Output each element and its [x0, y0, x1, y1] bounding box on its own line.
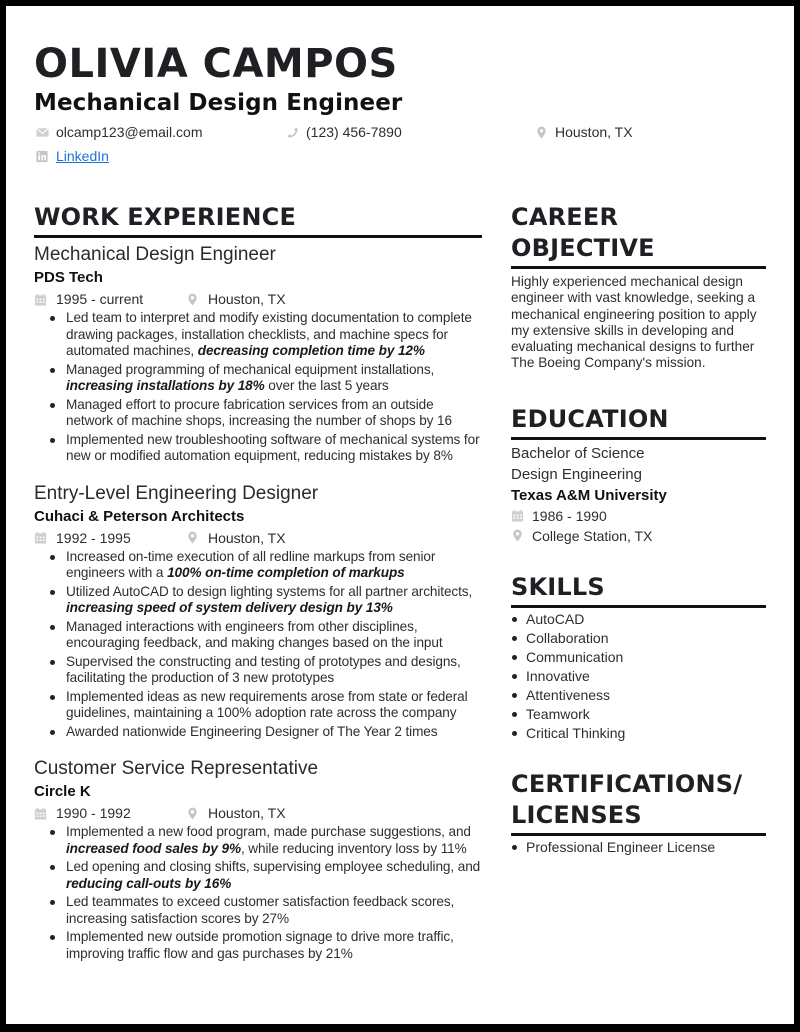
bullet-text-after: over the last 5 years — [264, 378, 389, 393]
job-meta — [34, 528, 482, 548]
job-bullet — [34, 310, 482, 360]
right-column — [511, 202, 766, 857]
job-dates-text: 1992 - 1995 — [56, 529, 131, 546]
job-bullet — [34, 824, 482, 857]
calendar-icon — [34, 807, 47, 820]
skill-item: AutoCAD — [511, 610, 766, 629]
job-bullet — [34, 724, 482, 741]
job-bullet — [34, 397, 482, 430]
bullet-text: Led opening and closing shifts, supervising employee scheduling, and — [66, 859, 481, 874]
job-entry — [34, 242, 482, 465]
job-bullet — [34, 929, 482, 962]
job-bullet — [34, 894, 482, 927]
certifications-section — [511, 769, 766, 857]
job-location — [186, 803, 286, 823]
skills-section — [511, 572, 766, 743]
bullet-text: Utilized AutoCAD to design lighting systems for all partner architects, — [66, 583, 473, 599]
education-field: Design Engineering — [511, 466, 642, 484]
linkedin-link[interactable]: LinkedIn — [56, 148, 109, 164]
company-name: Cuhaci & Peterson Architects — [34, 507, 245, 525]
certification-item: Professional Engineer License — [511, 838, 766, 857]
map-pin-icon — [186, 531, 199, 544]
heading-line-1: CERTIFICATIONS/ — [511, 769, 743, 798]
job-bullets — [34, 310, 482, 465]
company-name: PDS Tech — [34, 269, 103, 286]
envelope-icon — [36, 126, 49, 139]
job-dates-text: 1990 - 1992 — [56, 805, 131, 821]
job-bullet — [34, 654, 482, 687]
education-degree: Bachelor of Science — [511, 444, 645, 462]
bullet-text: Managed effort to procure fabrication services from an outside network of machine shops, increasing the number of shops by 16 — [66, 396, 452, 428]
bullet-text: Implemented ideas as new requirements arose from state or federal guidelines, maintaining a 100% adoption rate across the company — [66, 688, 468, 720]
job-bullet — [34, 619, 482, 652]
bullet-text: Led team to interpret and modify existing documentation to complete drawing packages, installation checklists, and machine specs for automated machines, — [66, 310, 472, 358]
job-bullet — [34, 689, 482, 722]
bullet-emphasis: decreasing completion time by 12% — [197, 343, 425, 358]
job-bullet — [34, 859, 482, 892]
calendar-icon — [34, 293, 47, 306]
job-bullet — [34, 549, 482, 582]
job-location-text: Houston, TX — [208, 291, 286, 307]
location-text: Houston, TX — [555, 124, 633, 140]
career-objective-heading — [511, 202, 766, 269]
bullet-text: Awarded nationwide Engineering Designer of The Year 2 times — [66, 723, 438, 739]
contact-linkedin — [36, 147, 109, 165]
certifications-list — [511, 838, 766, 857]
skill-item: Attentiveness — [511, 686, 766, 705]
job-title: Customer Service Representative — [34, 758, 319, 779]
map-pin-icon — [511, 529, 524, 542]
map-pin-icon — [186, 807, 199, 820]
bullet-emphasis: increasing installations by 18% — [66, 378, 265, 393]
bullet-text: Increased on-time execution of all redline markups from senior engineers with a — [66, 548, 436, 580]
job-bullets — [34, 824, 482, 962]
skill-item: Communication — [511, 648, 766, 667]
bullet-text: Led teammates to exceed customer satisfaction feedback scores, increasing satisfaction scores by 27% — [66, 894, 455, 926]
heading-line-1: CAREER — [511, 203, 619, 231]
job-meta — [34, 803, 482, 823]
resume-page — [6, 6, 794, 1024]
job-dates — [34, 803, 186, 823]
heading-line-2: OBJECTIVE — [511, 234, 655, 262]
job-title: Entry-Level Engineering Designer — [34, 482, 319, 504]
map-pin-icon — [535, 126, 548, 139]
company-name: Circle K — [34, 783, 91, 800]
education-dates — [511, 506, 766, 526]
bullet-emphasis: increasing speed of system delivery design by 13% — [66, 600, 393, 615]
career-objective-text: Highly experienced mechanical design engineer with vast knowledge, seeking a mechanical engineering position to apply my extensive skills in developing and evaluating mechanical designs to further The Boeing Company's mission. — [511, 274, 757, 371]
education-location-text: College Station, TX — [532, 527, 653, 544]
education-section — [511, 404, 766, 546]
skills-heading: SKILLS — [511, 572, 766, 608]
phone-icon — [286, 126, 299, 139]
job-list — [34, 242, 482, 962]
job-location — [186, 528, 286, 548]
skill-item: Teamwork — [511, 705, 766, 724]
job-entry — [34, 756, 482, 962]
candidate-name: OLIVIA CAMPOS — [34, 41, 398, 87]
job-dates — [34, 289, 186, 309]
bullet-emphasis: increased food sales by 9% — [66, 840, 241, 856]
bullet-emphasis: 100% on-time completion of markups — [167, 565, 405, 580]
candidate-title: Mechanical Design Engineer — [34, 90, 403, 116]
bullet-text: Managed interactions with engineers from other disciplines, encouraging feedback, and making changes based on the input — [66, 618, 443, 650]
skill-item: Critical Thinking — [511, 724, 766, 743]
skills-list — [511, 610, 766, 743]
job-dates — [34, 528, 186, 548]
skill-item: Innovative — [511, 667, 766, 686]
job-bullet — [34, 362, 482, 395]
job-bullet — [34, 584, 482, 617]
bullet-text: Supervised the constructing and testing of prototypes and designs, facilitating the production of 3 new prototypes — [66, 653, 461, 685]
left-column — [34, 202, 482, 964]
job-location — [186, 289, 286, 309]
job-bullet — [34, 432, 482, 465]
job-entry — [34, 481, 482, 741]
bullet-emphasis: reducing call-outs by 16% — [66, 875, 232, 891]
job-meta — [34, 289, 482, 309]
phone-text: (123) 456-7890 — [306, 124, 402, 140]
bullet-text-after: , while reducing inventory loss by 11% — [240, 840, 467, 856]
bullet-text: Implemented new outside promotion signage to drive more traffic, improving traffic flow and gas purchases by 21% — [66, 929, 454, 961]
education-heading: EDUCATION — [511, 404, 766, 440]
contact-phone — [286, 123, 402, 141]
education-dates-text: 1986 - 1990 — [532, 507, 607, 524]
contact-location — [535, 123, 633, 141]
job-dates-text: 1995 - current — [56, 291, 144, 307]
bullet-text: Managed programming of mechanical equipment installations, — [66, 361, 435, 377]
job-location-text: Houston, TX — [208, 805, 286, 821]
linkedin-icon — [36, 150, 49, 163]
heading-line-2: LICENSES — [511, 800, 642, 829]
calendar-icon — [34, 531, 47, 544]
bullet-text: Implemented a new food program, made purchase suggestions, and — [66, 824, 471, 839]
career-objective-section — [511, 202, 766, 372]
map-pin-icon — [186, 293, 199, 306]
education-location — [511, 526, 766, 546]
work-experience-heading: WORK EXPERIENCE — [34, 202, 482, 238]
bullet-text: Implemented new troubleshooting software of mechanical systems for new or modified automation equipment, reducing mistakes by 8% — [66, 431, 480, 463]
email-text: olcamp123@email.com — [56, 124, 203, 140]
calendar-icon — [511, 509, 524, 522]
education-school: Texas A&M University — [511, 486, 667, 504]
job-title: Mechanical Design Engineer — [34, 244, 276, 265]
certifications-heading — [511, 769, 766, 836]
job-bullets — [34, 549, 482, 741]
skill-item: Collaboration — [511, 629, 766, 648]
job-location-text: Houston, TX — [208, 529, 286, 546]
contact-email — [36, 123, 203, 141]
